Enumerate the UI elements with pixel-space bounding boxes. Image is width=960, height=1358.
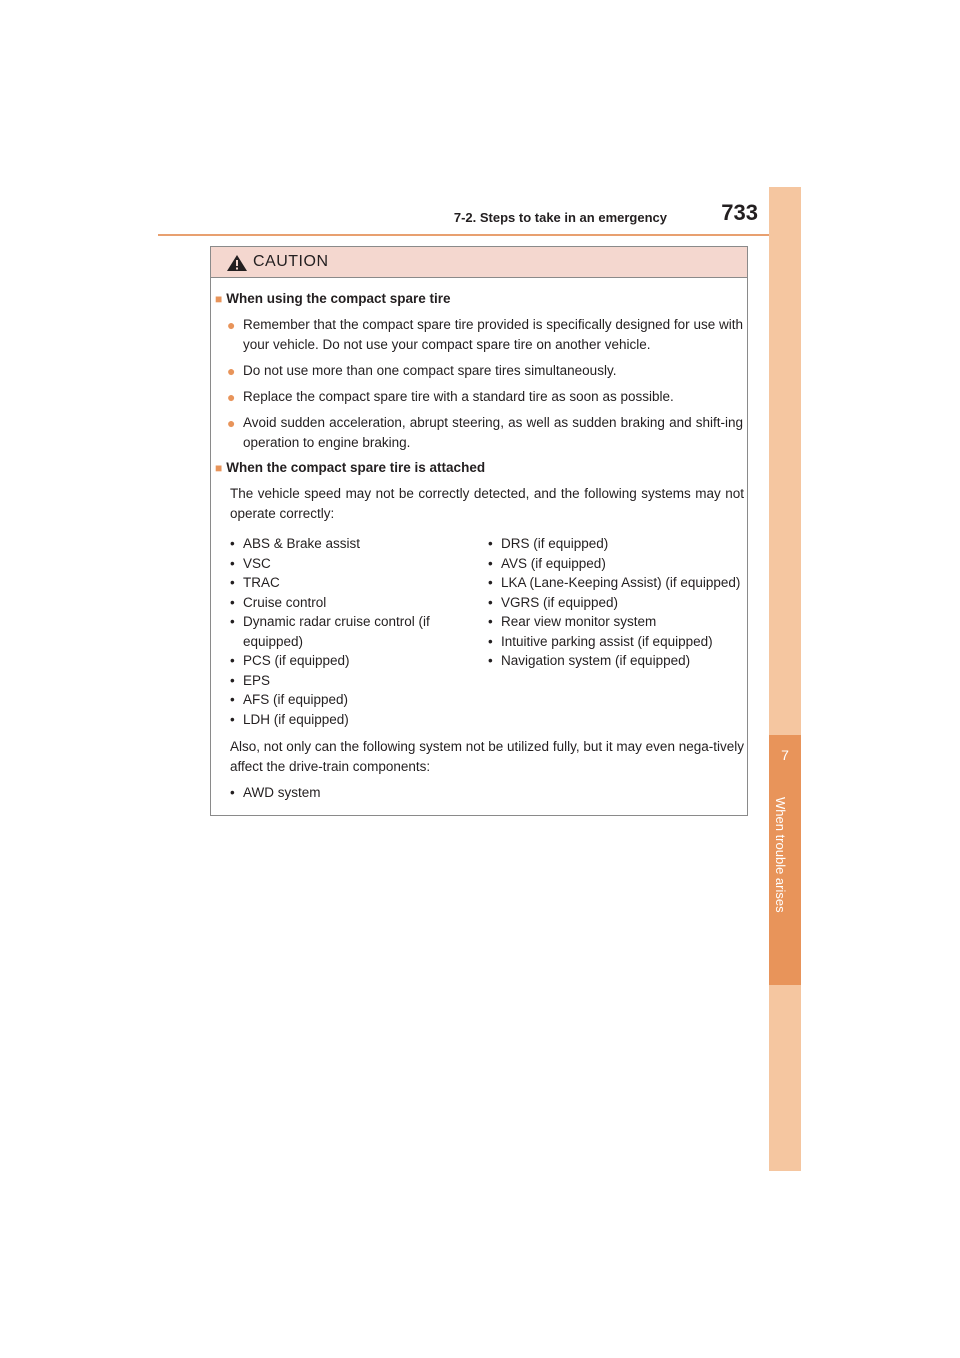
circle-bullet-icon: ● [227,389,236,405]
list-item: • EPS [230,671,460,691]
intro-paragraph: The vehicle speed may not be correctly detected, and the following systems may not operate correctly: [230,486,744,521]
bullet-item: ● Replace the compact spare tire with a standard tire as soon as possible. [227,389,674,405]
caution-box [210,246,748,816]
sub-heading-attached: ■ When the compact spare tire is attached [215,460,486,475]
list-item: • VGRS (if equipped) [488,593,742,613]
list-item: • AVS (if equipped) [488,554,742,574]
list-item: • Rear view monitor system [488,612,742,632]
caution-header [211,247,747,278]
list-item: • VSC [230,554,460,574]
square-bullet-icon: ■ [215,292,223,306]
list-item: • Dynamic radar cruise control (if equipped) [230,612,460,651]
bullet-item: ● Remember that the compact spare tire provided is specifically designed for use with your vehicle. Do not use your compact spare tire on another vehicle. [227,317,743,352]
sub-heading-compact-spare: ■ When using the compact spare tire [215,291,451,306]
list-item: • LKA (Lane-Keeping Assist) (if equipped) [488,573,742,593]
page-header [158,196,800,236]
circle-bullet-icon: ● [227,415,236,431]
list-item: • LDH (if equipped) [230,710,460,730]
list-item: • DRS (if equipped) [488,534,742,554]
systems-list-final [230,783,530,803]
list-item: • Intuitive parking assist (if equipped) [488,632,742,652]
also-paragraph: Also, not only can the following system not be utilized fully, but it may even nega-tively affect the drive-train components: [230,739,744,774]
section-title: 7-2. Steps to take in an emergency [453,210,667,225]
circle-bullet-icon: ● [227,363,236,379]
page-number: 733 [721,200,758,225]
circle-bullet-icon: ● [227,317,236,333]
warning-triangle-icon [227,255,247,271]
systems-list-left [230,534,460,729]
bullet-item: ● Avoid sudden acceleration, abrupt steering, as well as sudden braking and shift-ing operation to engine braking. [227,415,743,450]
bullet-item: ● Do not use more than one compact spare tires simultaneously. [227,363,617,379]
list-item: • AFS (if equipped) [230,690,460,710]
list-item: • Navigation system (if equipped) [488,651,742,671]
list-item: • PCS (if equipped) [230,651,460,671]
square-bullet-icon: ■ [215,461,223,475]
list-item: • AWD system [230,783,530,803]
caution-title: CAUTION [253,253,329,270]
chapter-label: When trouble arises [773,797,788,913]
chapter-box [769,735,801,985]
chapter-side-tab [769,187,801,1171]
list-item: • TRAC [230,573,460,593]
list-item: • Cruise control [230,593,460,613]
systems-list-right [488,534,742,671]
list-item: • ABS & Brake assist [230,534,460,554]
chapter-number: 7 [781,747,789,763]
